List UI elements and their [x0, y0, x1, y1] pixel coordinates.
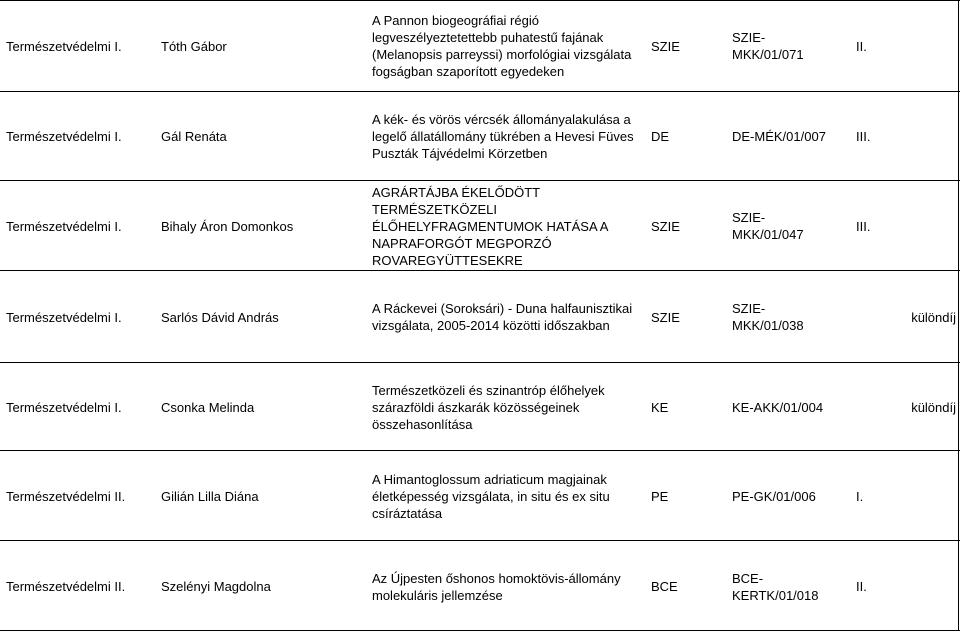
section-cell: Természetvédelmi II.	[6, 579, 126, 594]
row-divider	[0, 362, 960, 363]
institution-cell: SZIE	[651, 309, 680, 325]
institution-cell: BCE	[651, 579, 678, 594]
name-cell: Gál Renáta	[161, 129, 227, 144]
title-cell: Természetközeli és szinantróp élőhelyek szárazföldi ászkarák közösségeinek összehasonlítása	[372, 382, 605, 432]
place-cell: különdíj	[911, 399, 956, 415]
row-divider	[0, 540, 960, 541]
row-divider	[0, 630, 960, 631]
code-cell: SZIE- MKK/01/071	[732, 30, 804, 62]
place-cell: II.	[856, 38, 867, 54]
institution-cell: KE	[651, 399, 669, 415]
title-cell: A Pannon biogeográfiai régió legveszélyeztetettebb puhatestű fajának (Melanopsis parreyssi) morfológiai vizsgálata fogságban szaporított egyedeken	[372, 13, 632, 79]
table-row	[0, 363, 960, 451]
section-cell: Természetvédelmi I.	[6, 309, 122, 325]
row-divider	[0, 450, 960, 451]
place-cell: III.	[856, 129, 871, 144]
place-cell: III.	[856, 218, 871, 234]
code-cell: DE-MÉK/01/007	[732, 129, 826, 144]
institution-cell: SZIE	[651, 38, 680, 54]
table-row	[0, 181, 960, 271]
title-cell: A kék- és vörös vércsék állományalakulása a legelő állatállomány tükrében a Hevesi Füves Puszták Tájvédelmi Körzetben	[372, 112, 634, 161]
title-cell: AGRÁRTÁJBA ÉKELŐDÖTT TERMÉSZETKÖZELI ÉLŐHELYFRAGMENTUMOK HATÁSA A NAPRAFORGÓT MEGPORZÓ ROVAREGYÜTTESEKRE	[372, 184, 609, 268]
place-cell: II.	[856, 579, 867, 594]
code-cell: KE-AKK/01/004	[732, 399, 824, 415]
name-cell: Gilián Lilla Diána	[161, 488, 259, 504]
code-cell: BCE- KERTK/01/018	[732, 570, 819, 603]
name-cell: Bihaly Áron Domonkos	[161, 218, 294, 234]
table-right-border	[958, 0, 959, 631]
place-cell: I.	[856, 488, 864, 504]
institution-cell: PE	[651, 488, 669, 504]
table-row	[0, 92, 960, 181]
name-cell: Tóth Gábor	[161, 38, 227, 54]
institution-cell: SZIE	[651, 218, 680, 234]
row-divider	[0, 270, 960, 271]
table-row	[0, 0, 960, 92]
section-cell: Természetvédelmi I.	[6, 129, 122, 144]
title-cell: Az Újpesten őshonos homoktövis-állomány molekuláris jellemzése	[372, 570, 621, 603]
title-cell: A Himantoglossum adriaticum magjainak életképesség vizsgálata, in situ és ex situ csíráztatása	[372, 471, 610, 521]
place-cell: különdíj	[911, 309, 956, 325]
row-divider	[0, 91, 960, 92]
institution-cell: DE	[651, 129, 670, 144]
table-row	[0, 541, 960, 632]
table-row	[0, 451, 960, 541]
code-cell: PE-GK/01/006	[732, 488, 816, 504]
name-cell: Sarlós Dávid András	[161, 309, 279, 325]
section-cell: Természetvédelmi I.	[6, 38, 122, 54]
section-cell: Természetvédelmi I.	[6, 218, 122, 234]
row-divider	[0, 180, 960, 181]
code-cell: SZIE- MKK/01/047	[732, 210, 804, 242]
row-divider	[0, 0, 960, 1]
section-cell: Természetvédelmi II.	[6, 488, 126, 504]
section-cell: Természetvédelmi I.	[6, 399, 122, 415]
name-cell: Szelényi Magdolna	[161, 579, 271, 594]
title-cell: A Ráckevei (Soroksári) - Duna halfaunisztikai vizsgálata, 2005-2014 közötti időszakban	[372, 301, 633, 333]
name-cell: Csonka Melinda	[161, 399, 255, 415]
code-cell: SZIE- MKK/01/038	[732, 301, 804, 333]
table-row	[0, 271, 960, 363]
